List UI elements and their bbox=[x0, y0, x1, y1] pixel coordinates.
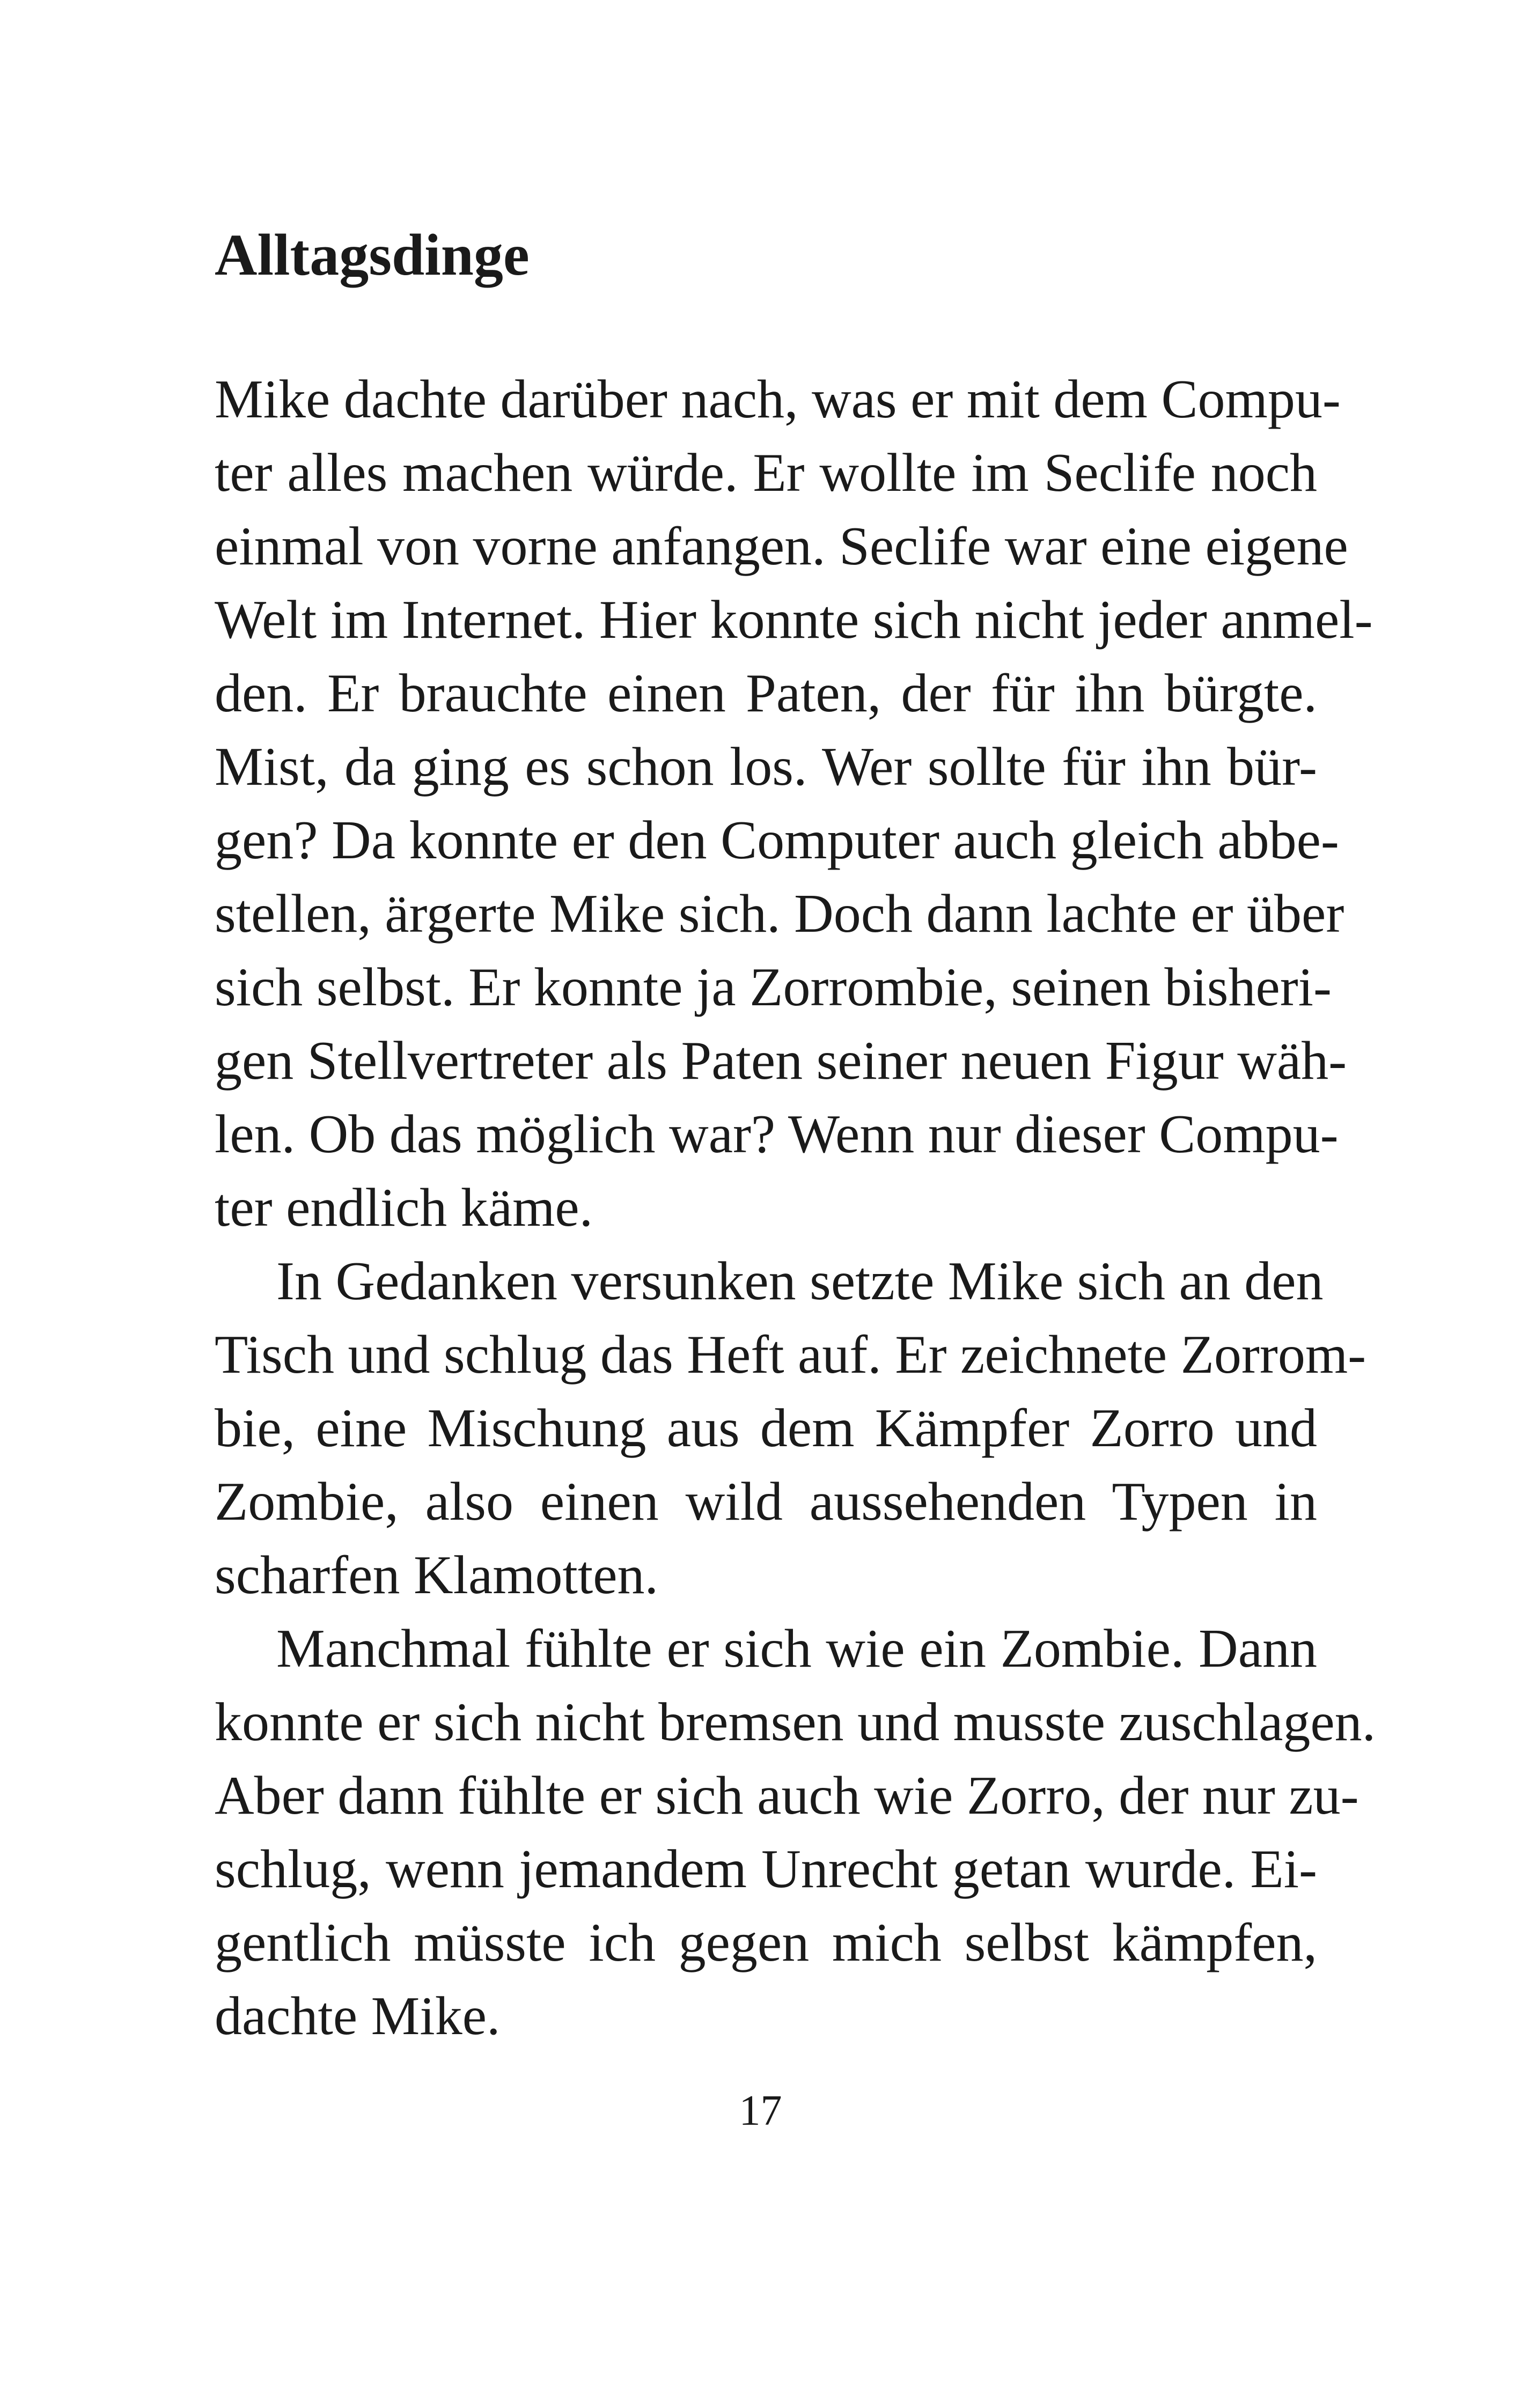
text-line: konnte er sich nicht bremsen und musste zuschlagen. bbox=[215, 1692, 1376, 1752]
page-number: 17 bbox=[739, 2087, 782, 2134]
text-line: scharfen Klamotten. bbox=[215, 1545, 659, 1606]
text-line: dachte Mike. bbox=[215, 1986, 501, 2046]
chapter-title: Alltagsdinge bbox=[215, 222, 530, 288]
text-line: Zombie, also einen wild aussehenden Typen in bbox=[215, 1471, 1317, 1532]
text-line: schlug, wenn jemandem Unrecht getan wurde. Ei- bbox=[215, 1839, 1317, 1899]
text-line: den. Er brauchte einen Paten, der für ihn bürgte. bbox=[215, 663, 1317, 724]
text-line: bie, eine Mischung aus dem Kämpfer Zorro und bbox=[215, 1398, 1317, 1459]
text-line: Mist, da ging es schon los. Wer sollte für ihn bür- bbox=[215, 737, 1317, 797]
text-line: ter alles machen würde. Er wollte im Seclife noch bbox=[215, 443, 1317, 503]
text-line: len. Ob das möglich war? Wenn nur dieser Compu- bbox=[215, 1104, 1339, 1165]
text-line: Tisch und schlug das Heft auf. Er zeichnete Zorrom- bbox=[215, 1324, 1366, 1385]
text-line: Mike dachte darüber nach, was er mit dem Compu- bbox=[215, 369, 1341, 430]
text-line: einmal von vorne anfangen. Seclife war eine eigene bbox=[215, 516, 1348, 577]
text-line: ter endlich käme. bbox=[215, 1177, 593, 1238]
text-line: In Gedanken versunken setzte Mike sich an den bbox=[276, 1251, 1324, 1312]
text-line: gen Stellvertreter als Paten seiner neuen Figur wäh- bbox=[215, 1030, 1347, 1091]
text-line: sich selbst. Er konnte ja Zorrombie, seinen bisheri- bbox=[215, 957, 1332, 1018]
text-line: gen? Da konnte er den Computer auch gleich abbe- bbox=[215, 810, 1339, 871]
text-line: Manchmal fühlte er sich wie ein Zombie. Dann bbox=[276, 1618, 1317, 1679]
text-line: Aber dann fühlte er sich auch wie Zorro, der nur zu- bbox=[215, 1765, 1359, 1826]
text-line: Welt im Internet. Hier konnte sich nicht jeder anmel- bbox=[215, 590, 1373, 650]
text-line: gentlich müsste ich gegen mich selbst kämpfen, bbox=[215, 1912, 1317, 1973]
text-line: stellen, ärgerte Mike sich. Doch dann lachte er über bbox=[215, 883, 1344, 944]
